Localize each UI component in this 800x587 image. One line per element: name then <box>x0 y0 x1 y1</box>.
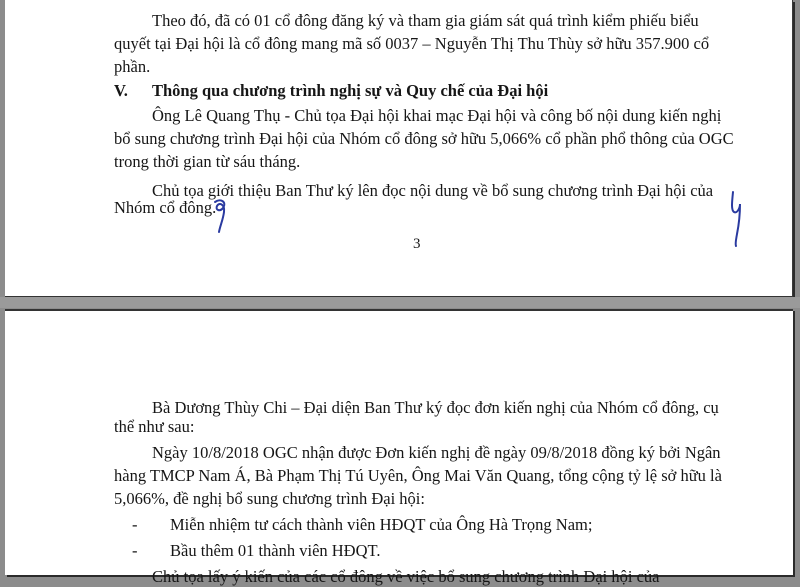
para-thu-ky-line-2: thể như sau: <box>114 417 195 436</box>
para-lay-y-kien-cut: Chủ tọa lấy ý kiến của các cổ đông về việc bổ sung chương trình Đại hội của <box>152 567 660 586</box>
page-number: 3 <box>413 236 421 252</box>
para-chu-toa-line-3: trong thời gian từ sáu tháng. <box>114 152 301 171</box>
section-title: Thông qua chương trình nghị sự và Quy chế của Đại hội <box>152 81 549 100</box>
para-ngay-line-2: hàng TMCP Nam Á, Bà Phạm Thị Tú Uyên, Ông Mai Văn Quang, tổng cộng tỷ lệ sở hữu là <box>114 466 722 485</box>
para-theo-do-line-3: phần. <box>114 57 151 76</box>
bullet-item-1: Miễn nhiệm tư cách thành viên HĐQT của Ông Hà Trọng Nam; <box>170 515 593 534</box>
para-theo-do-line-1: Theo đó, đã có 01 cổ đông đăng ký và tham gia giám sát quá trình kiểm phiếu biểu <box>152 11 699 30</box>
para-thu-ky-line-1: Bà Dương Thùy Chi – Đại diện Ban Thư ký đọc đơn kiến nghị của Nhóm cổ đông, cụ <box>152 398 719 417</box>
document-page-3 <box>5 0 793 298</box>
para-theo-do-line-2: quyết tại Đại hội là cổ đông mang mã số 0037 – Nguyễn Thị Thu Thùy sở hữu 357.900 cổ <box>114 34 710 53</box>
para-gioi-thieu-line-2: Nhóm cổ đông. <box>114 198 217 217</box>
bullet-item-2: Bầu thêm 01 thành viên HĐQT. <box>170 541 381 560</box>
para-ngay-line-3: 5,066%, đề nghị bổ sung chương trình Đại hội: <box>114 489 425 508</box>
para-gioi-thieu-line-1: Chủ tọa giới thiệu Ban Thư ký lên đọc nội dung về bổ sung chương trình Đại hội của <box>152 181 714 200</box>
para-ngay-line-1: Ngày 10/8/2018 OGC nhận được Đơn kiến nghị đề ngày 09/8/2018 đồng ký bởi Ngân <box>152 443 721 462</box>
para-chu-toa-line-2: bổ sung chương trình Đại hội của Nhóm cổ đông sở hữu 5,066% cổ phần phổ thông của OGC <box>114 129 734 148</box>
handwritten-initials-right <box>727 188 749 250</box>
bullet-marker-2: - <box>132 541 138 560</box>
para-chu-toa-line-1: Ông Lê Quang Thụ - Chủ tọa Đại hội khai mạc Đại hội và công bố nội dung kiến nghị <box>152 106 722 125</box>
bullet-marker-1: - <box>132 515 138 534</box>
handwritten-initials-left <box>207 196 237 236</box>
page-gap <box>0 297 800 308</box>
section-number: V. <box>114 81 128 100</box>
document-page-4 <box>5 309 793 586</box>
